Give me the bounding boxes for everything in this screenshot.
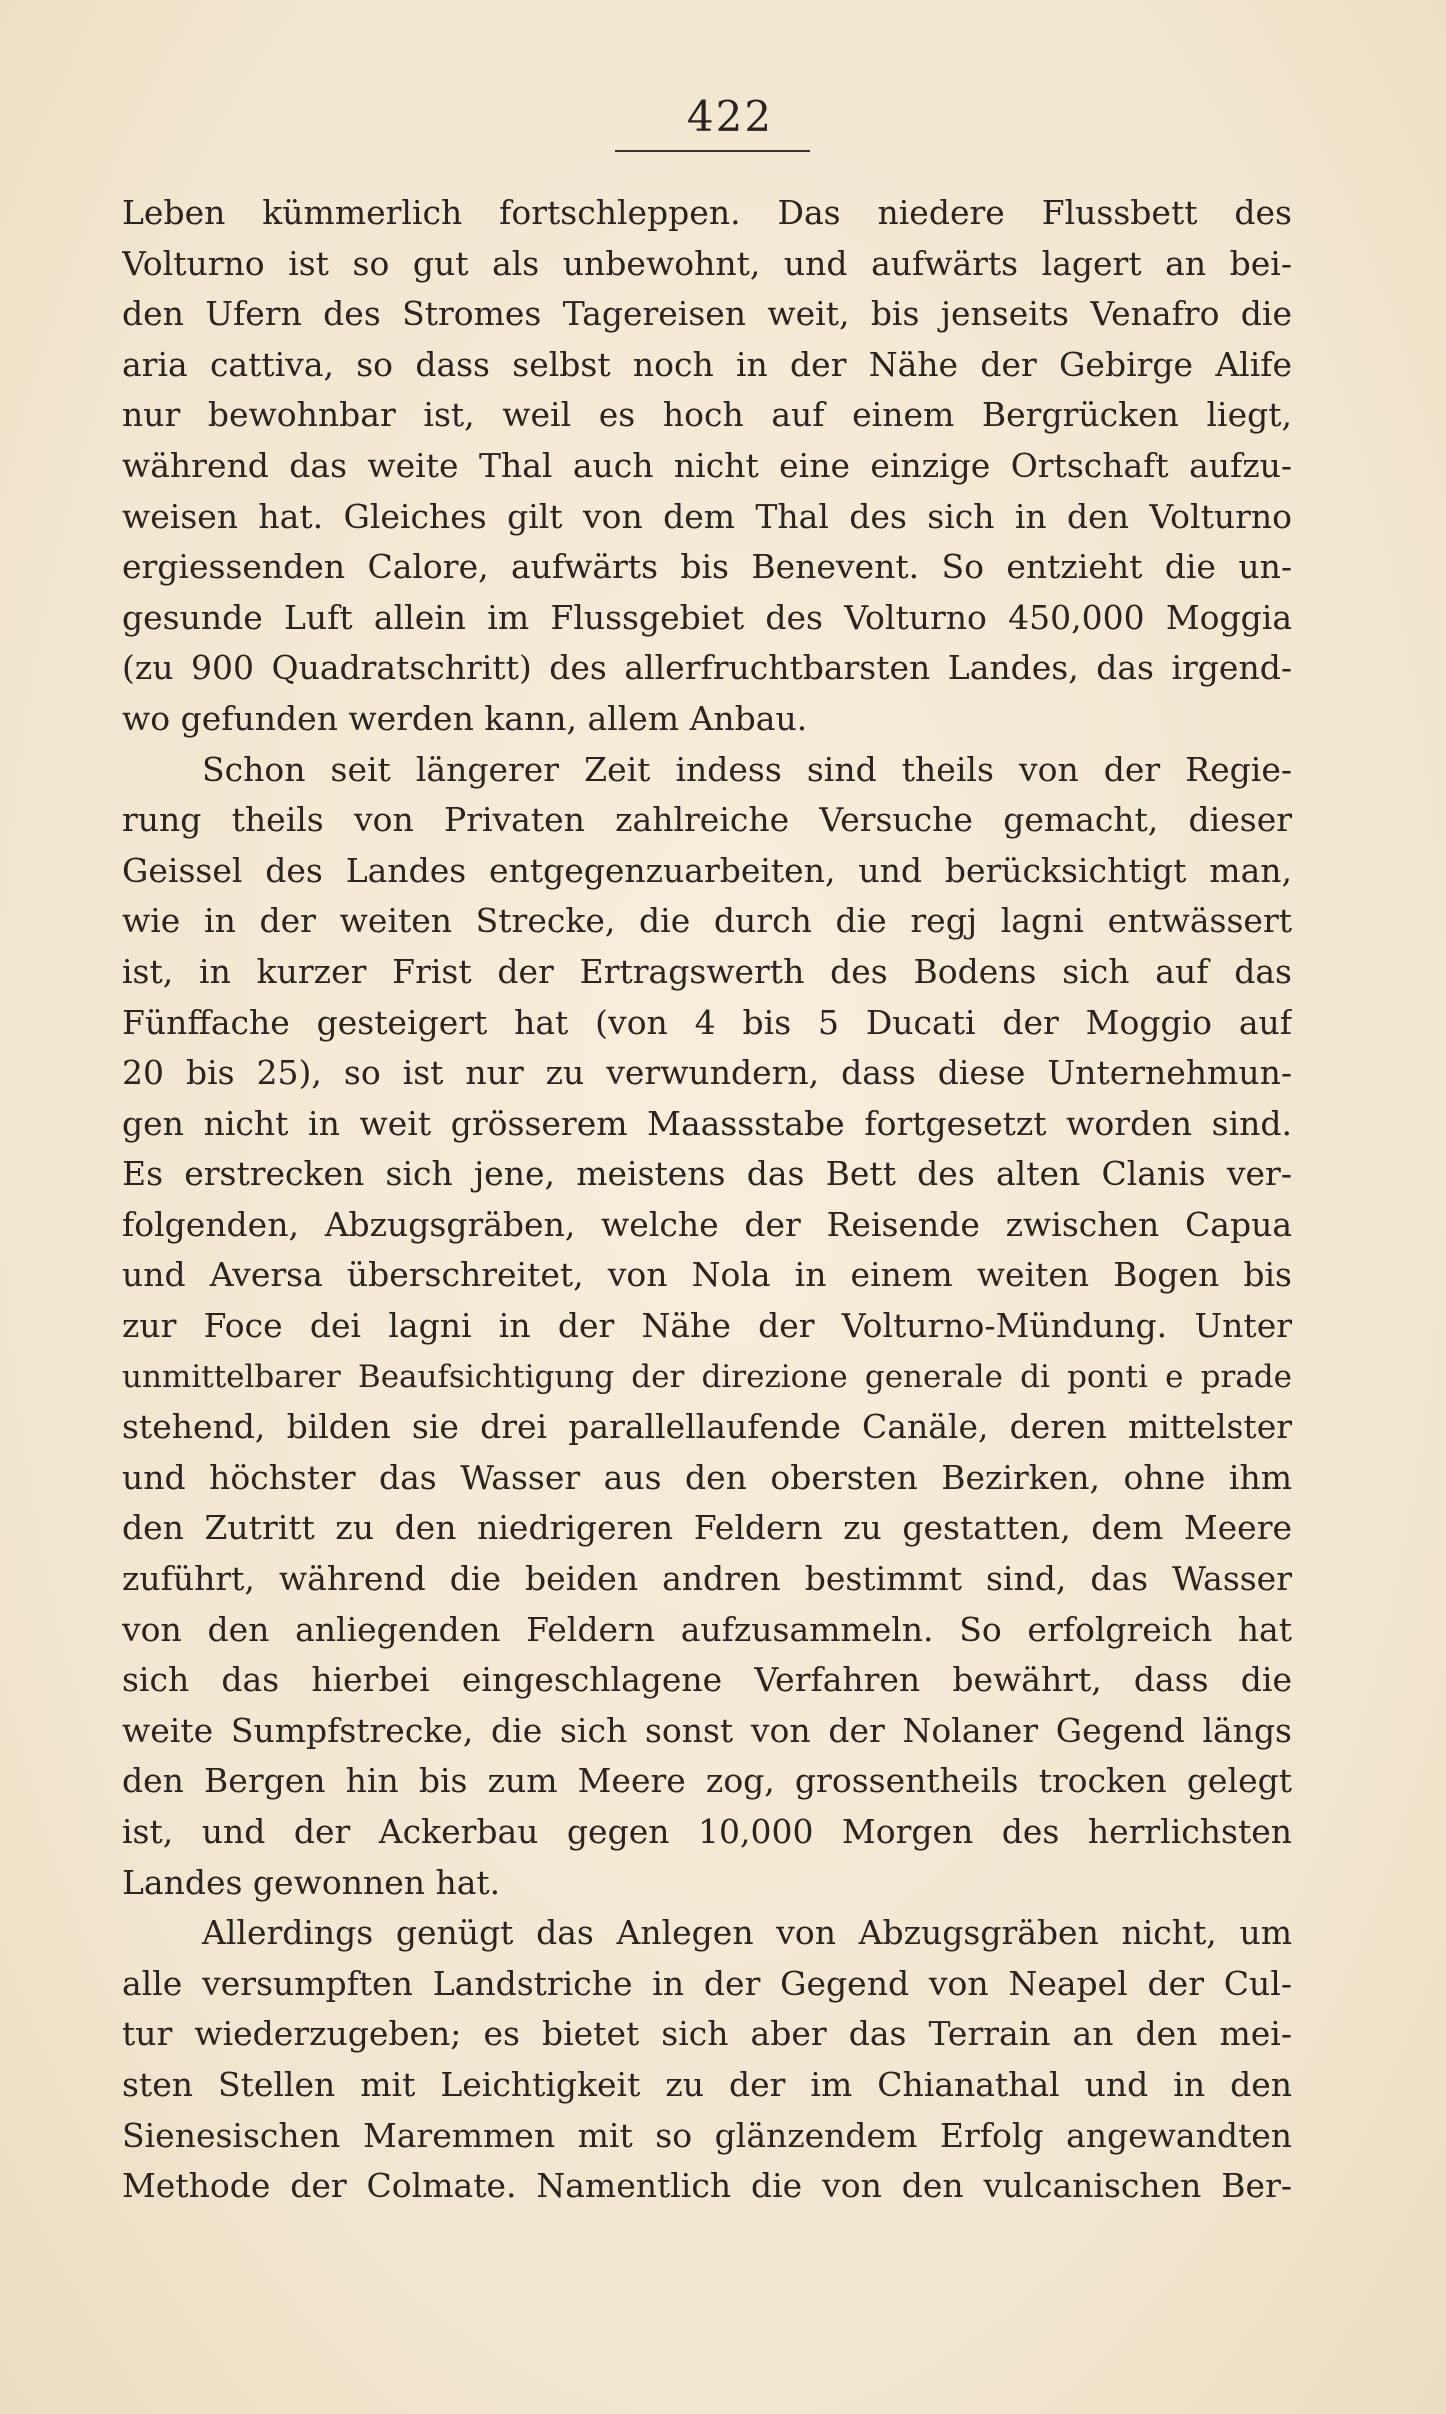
paragraph-2 xyxy=(122,745,1292,1909)
text-line: zuführt, während die beiden andren bestimmt sind, das Wasser xyxy=(122,1559,1292,1599)
paragraph-3 xyxy=(122,1908,1292,2212)
text-line: rung theils von Privaten zahlreiche Versuche gemacht, dieser xyxy=(122,800,1292,840)
text-line: Geissel des Landes entgegenzuarbeiten, und berücksichtigt man, xyxy=(122,850,1292,890)
text-line: den Zutritt zu den niedrigeren Feldern zu gestatten, dem Meere xyxy=(122,1508,1292,1548)
text-line: den Ufern des Stromes Tagereisen weit, bis jenseits Venafro die xyxy=(122,294,1292,334)
text-line: und höchster das Wasser aus den obersten Bezirken, ohne ihm xyxy=(122,1457,1292,1497)
header-rule xyxy=(615,150,810,152)
text-line: stehend, bilden sie drei parallellaufende Canäle, deren mittelster xyxy=(122,1407,1292,1447)
text-line: ergiessenden Calore, aufwärts bis Benevent. So entzieht die un- xyxy=(122,547,1292,587)
text-line: wie in der weiten Strecke, die durch die regj lagni entwässert xyxy=(122,901,1292,941)
text-line: Es erstrecken sich jene, meistens das Bett des alten Clanis ver- xyxy=(122,1154,1292,1194)
body-text xyxy=(122,188,1292,2212)
text-line: folgenden, Abzugsgräben, welche der Reisende zwischen Capua xyxy=(122,1204,1292,1244)
text-line: zur Foce dei lagni in der Nähe der Volturno-Mündung. Unter xyxy=(122,1306,1292,1346)
text-line: wo gefunden werden kann, allem Anbau. xyxy=(122,698,808,738)
text-line: Leben kümmerlich fortschleppen. Das niedere Flussbett des xyxy=(122,193,1292,232)
paragraph-1 xyxy=(122,188,1292,745)
text-line: tur wiederzugeben; es bietet sich aber das Terrain an den mei- xyxy=(122,2014,1292,2054)
text-line: gen nicht in weit grösserem Maassstabe fortgesetzt worden sind. xyxy=(122,1103,1292,1143)
text-line: alle versumpften Landstriche in der Gegend von Neapel der Cul- xyxy=(122,1963,1292,2003)
text-line: Sienesischen Maremmen mit so glänzendem Erfolg angewandten xyxy=(122,2115,1292,2155)
text-line: ist, und der Ackerbau gegen 10,000 Morgen des herrlichsten xyxy=(122,1812,1292,1851)
text-line: aria cattiva, so dass selbst noch in der Nähe der Gebirge Alife xyxy=(122,344,1292,384)
text-line: Allerdings genügt das Anlegen von Abzugsgräben nicht, um xyxy=(202,1913,1292,1953)
text-line: und Aversa überschreitet, von Nola in einem weiten Bogen bis xyxy=(122,1255,1292,1295)
text-line: unmittelbarer Beaufsichtigung der direzione generale di ponti e prade xyxy=(122,1358,1292,1395)
text-line: von den anliegenden Feldern aufzusammeln. So erfolgreich hat xyxy=(122,1609,1292,1649)
text-line: nur bewohnbar ist, weil es hoch auf einem Bergrücken liegt, xyxy=(122,395,1292,435)
text-line: Fünffache gesteigert hat (von 4 bis 5 Ducati der Moggio auf xyxy=(122,1002,1292,1042)
text-line: den Bergen hin bis zum Meere zog, grossentheils trocken gelegt xyxy=(122,1761,1292,1801)
text-line: 20 bis 25), so ist nur zu verwundern, dass diese Unternehmun- xyxy=(122,1053,1292,1093)
text-line: (zu 900 Quadratschritt) des allerfruchtbarsten Landes, das irgend- xyxy=(122,648,1292,688)
text-line: Volturno ist so gut als unbewohnt, und aufwärts lagert an bei- xyxy=(122,243,1292,283)
page-number: 422 xyxy=(686,92,774,141)
text-line: Schon seit längerer Zeit indess sind theils von der Regie- xyxy=(202,749,1292,789)
text-line: gesunde Luft allein im Flussgebiet des Volturno 450,000 Moggia xyxy=(122,597,1292,637)
text-line: Landes gewonnen hat. xyxy=(122,1862,501,1902)
text-line: weisen hat. Gleiches gilt von dem Thal des sich in den Volturno xyxy=(122,496,1292,536)
text-line: ist, in kurzer Frist der Ertragswerth des Bodens sich auf das xyxy=(122,951,1292,991)
text-line: Methode der Colmate. Namentlich die von den vulcanischen Ber- xyxy=(122,2166,1292,2206)
text-line: weite Sumpfstrecke, die sich sonst von der Nolaner Gegend längs xyxy=(122,1710,1292,1750)
text-line: während das weite Thal auch nicht eine einzige Ortschaft aufzu- xyxy=(122,445,1292,485)
text-line: sich das hierbei eingeschlagene Verfahren bewährt, dass die xyxy=(122,1660,1292,1700)
text-line: sten Stellen mit Leichtigkeit zu der im Chianathal und in den xyxy=(122,2064,1292,2104)
